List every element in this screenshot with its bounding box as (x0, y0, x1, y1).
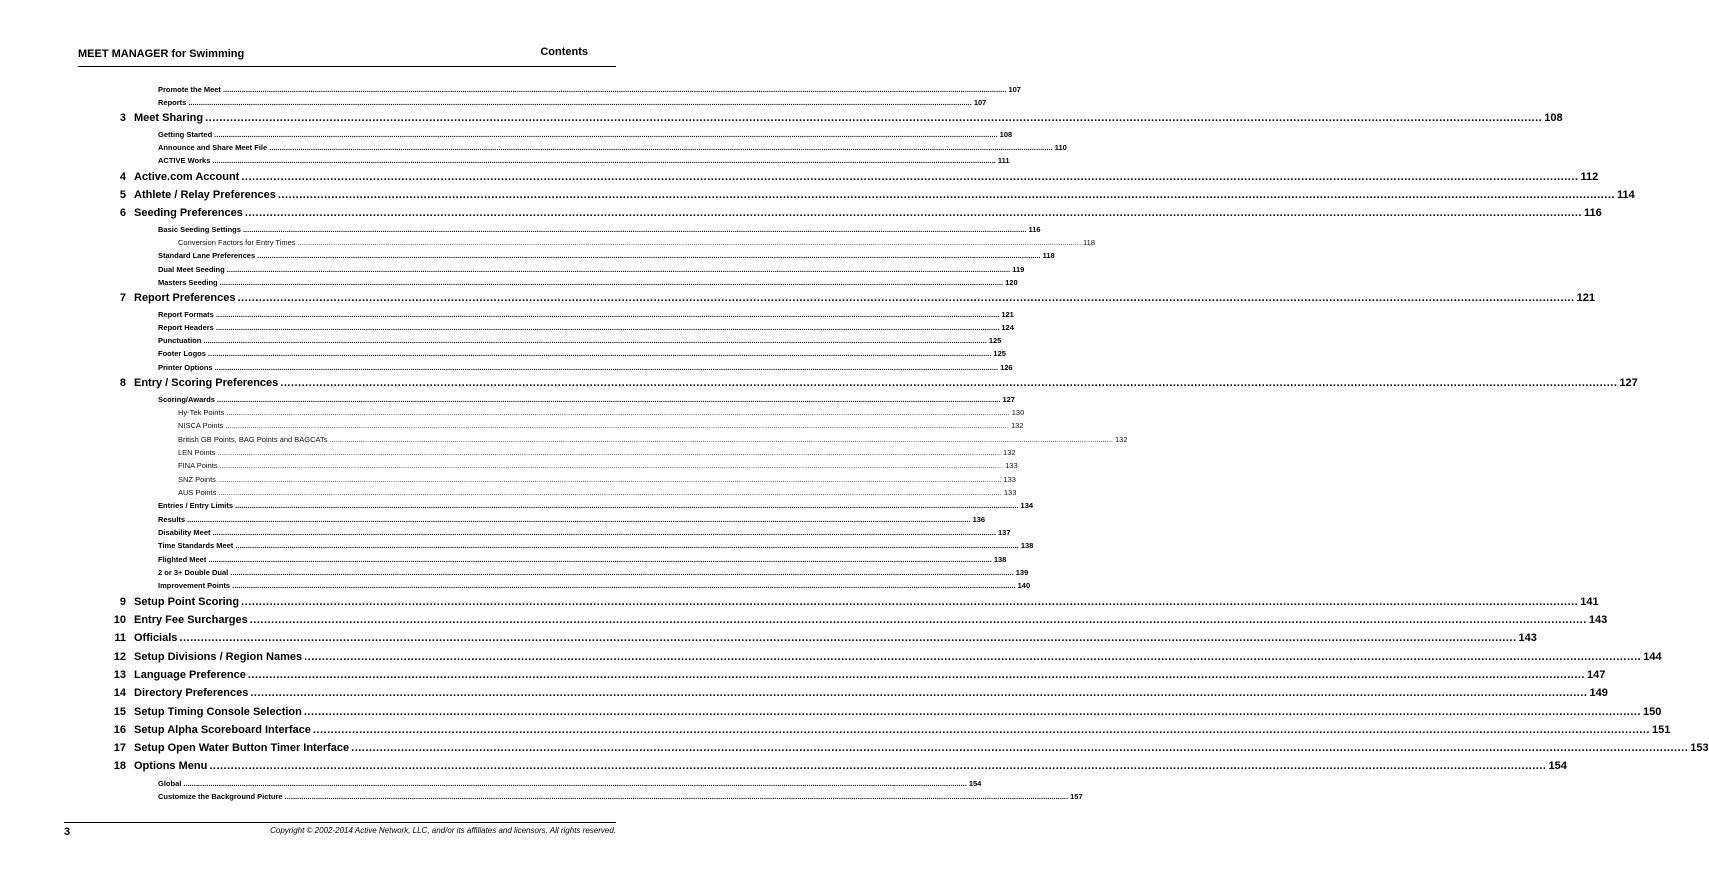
toc-leader-dots (217, 395, 1001, 404)
toc-page-number: 127 (1619, 377, 1638, 389)
toc-page-number: 138 (993, 555, 1007, 564)
toc-leader-dots (232, 581, 1016, 590)
toc-leader-dots (230, 568, 1014, 577)
toc-page-number: 151 (1651, 724, 1671, 736)
toc-page-number: 150 (1643, 706, 1662, 718)
toc-leader-dots (235, 541, 1019, 550)
toc-leader-dots (248, 669, 1585, 681)
toc-leader-dots (225, 421, 1009, 430)
toc-entry-label: Seeding Preferences (134, 207, 243, 219)
toc-leader-dots (285, 792, 1069, 801)
toc-entry-label: Standard Lane Preferences (158, 251, 256, 260)
toc-leader-dots (245, 207, 1582, 219)
toc-leader-dots (205, 112, 1542, 124)
toc-leader-dots (187, 515, 971, 524)
toc-section[interactable] (158, 156, 1010, 167)
toc-section[interactable] (158, 349, 1006, 360)
toc-leader-dots (218, 488, 1002, 497)
toc-page-number: 147 (1587, 669, 1606, 681)
toc-leader-dots (241, 171, 1578, 183)
toc-chapter-number: 4 (119, 171, 126, 183)
toc-page-number: 143 (1588, 614, 1608, 626)
toc-section[interactable] (158, 555, 1007, 566)
toc-chapter-number: 5 (119, 189, 126, 201)
toc-entry-label: Global (158, 779, 182, 788)
toc-chapter[interactable] (119, 112, 1563, 128)
toc-entry-label: Printer Options (158, 363, 213, 372)
toc-page-number: 134 (1020, 501, 1034, 510)
toc-entry-label: Getting Started (158, 130, 213, 139)
toc-page-number: 132 (1003, 448, 1016, 457)
toc-section[interactable] (158, 501, 1034, 512)
toc-page-number: 154 (968, 779, 982, 788)
toc-page-number: 108 (999, 130, 1013, 139)
toc-entry-label: Promote the Meet (158, 85, 221, 94)
toc-section[interactable] (158, 251, 1055, 262)
document-title: MEET MANAGER for Swimming (78, 48, 245, 60)
toc-page-number: 130 (1011, 408, 1025, 417)
toc-leader-dots (313, 724, 1650, 736)
toc-leader-dots (330, 435, 1114, 444)
toc-leader-dots (179, 632, 1516, 644)
toc-page-number: 110 (1054, 143, 1067, 152)
toc-entry-label: Reports (158, 98, 187, 107)
toc-section[interactable] (158, 85, 1021, 96)
toc-chapter-number: 14 (113, 687, 126, 699)
toc-entry-label: 2 or 3+ Double Dual (158, 568, 229, 577)
toc-entry-label: Results (158, 515, 186, 524)
toc-leader-dots (220, 278, 1004, 287)
toc-page-number: 140 (1017, 581, 1031, 590)
toc-entry-label: Setup Point Scoring (134, 596, 240, 608)
toc-page-number: 133 (1005, 461, 1018, 470)
toc-entry-label: British GB Points, BAG Points and BAGCATs (178, 435, 328, 444)
toc-leader-dots (216, 310, 1000, 319)
toc-page-number: 149 (1589, 687, 1608, 699)
toc-chapter[interactable] (119, 207, 1602, 223)
toc-entry-label: Report Preferences (134, 292, 236, 304)
toc-page-number: 120 (1005, 278, 1018, 287)
toc-leader-dots (298, 238, 1082, 247)
toc-page-number: 143 (1518, 632, 1537, 644)
toc-leader-dots (278, 189, 1615, 201)
toc-subsection[interactable] (178, 448, 1016, 459)
toc-section[interactable] (158, 323, 1014, 334)
toc-leader-dots (280, 377, 1617, 389)
toc-section[interactable] (158, 130, 1013, 141)
toc-leader-dots (226, 408, 1010, 417)
toc-section[interactable] (158, 581, 1031, 592)
toc-page-number: 125 (988, 336, 1002, 345)
toc-entry-label: Announce and Share Meet File (158, 143, 268, 152)
toc-leader-dots (238, 292, 1575, 304)
toc-page-number: 138 (1020, 541, 1034, 550)
toc-subsection[interactable] (178, 238, 1096, 249)
toc-leader-dots (243, 225, 1027, 234)
toc-leader-dots (212, 156, 996, 165)
page-header (78, 48, 616, 67)
toc-entry-label: Entry Fee Surcharges (134, 614, 248, 626)
toc-chapter-number: 11 (114, 632, 126, 644)
toc-chapter-number: 18 (113, 760, 126, 772)
toc-entry-label: Entries / Entry Limits (158, 501, 234, 510)
toc-entry-label: Time Standards Meet (158, 541, 234, 550)
toc-entry-label: Language Preference (134, 669, 246, 681)
toc-page-number: 127 (1002, 395, 1015, 404)
toc-section[interactable] (158, 792, 1083, 803)
toc-page-number: 153 (1690, 742, 1709, 754)
toc-section[interactable] (158, 265, 1025, 276)
toc-chapter-number: 17 (113, 742, 126, 754)
toc-section[interactable] (158, 363, 1013, 374)
toc-chapter-number: 8 (119, 377, 126, 389)
toc-page-number: 125 (993, 349, 1006, 358)
toc-leader-dots (215, 363, 999, 372)
toc-entry-label: SNZ Points (178, 475, 216, 484)
toc-leader-dots (218, 475, 1002, 484)
toc-entry-label: Setup Alpha Scoreboard Interface (134, 724, 311, 736)
toc-leader-dots (208, 349, 992, 358)
toc-section[interactable] (158, 336, 1002, 347)
toc-leader-dots (188, 98, 972, 107)
toc-section[interactable] (158, 395, 1015, 406)
toc-section[interactable] (158, 528, 1011, 539)
toc-leader-dots (304, 706, 1641, 718)
toc-entry-label: Meet Sharing (134, 112, 204, 124)
toc-entry-label: Improvement Points (158, 581, 231, 590)
toc-page-number: 124 (1001, 323, 1014, 332)
toc-section[interactable] (158, 278, 1018, 289)
toc-page-number: 107 (973, 98, 987, 107)
toc-leader-dots (257, 251, 1041, 260)
toc-page-number: 141 (1580, 596, 1599, 608)
toc-page-number: 108 (1544, 112, 1563, 124)
toc-leader-dots (183, 779, 967, 788)
toc-chapter[interactable] (113, 669, 1606, 685)
toc-entry-label: Masters Seeding (158, 278, 218, 287)
toc-subsection[interactable] (178, 461, 1018, 472)
toc-entry-label: Conversion Factors for Entry Times (178, 238, 296, 247)
toc-chapter[interactable] (113, 687, 1608, 703)
toc-page-number: 118 (1083, 238, 1096, 247)
toc-entry-label: Directory Preferences (134, 687, 249, 699)
toc-leader-dots (216, 323, 1000, 332)
toc-chapter-number: 15 (113, 706, 126, 718)
toc-leader-dots (304, 651, 1641, 663)
toc-entry-label: Hy-Tek Points (178, 408, 225, 417)
toc-entry-label: Basic Seeding Settings (158, 225, 241, 234)
copyright-notice: Copyright © 2002-2014 Active Network, LLC, and/or its affiliates and licensors. All rights reserved. (270, 826, 616, 835)
toc-chapter[interactable] (113, 760, 1567, 776)
toc-chapter[interactable] (119, 171, 1599, 187)
toc-entry-label: Officials (134, 632, 178, 644)
toc-leader-dots (223, 85, 1007, 94)
toc-entry-label: Customize the Background Picture (158, 792, 283, 801)
toc-chapter-number: 10 (113, 614, 126, 626)
toc-section[interactable] (158, 225, 1041, 236)
toc-leader-dots (351, 742, 1688, 754)
toc-entry-label: LEN Points (178, 448, 216, 457)
toc-page-number: 133 (1003, 488, 1017, 497)
toc-chapter[interactable] (119, 292, 1595, 308)
toc-subsection[interactable] (178, 475, 1016, 486)
toc-entry-label: Report Formats (158, 310, 214, 319)
toc-chapter[interactable] (114, 632, 1537, 648)
toc-chapter[interactable] (119, 377, 1638, 393)
toc-chapter[interactable] (113, 651, 1662, 667)
page-footer (64, 822, 616, 837)
toc-entry-label: Setup Divisions / Region Names (134, 651, 303, 663)
toc-entry-label: Athlete / Relay Preferences (134, 189, 276, 201)
toc-section[interactable] (158, 515, 986, 526)
toc-leader-dots (214, 130, 998, 139)
toc-entry-label: Scoring/Awards (158, 395, 215, 404)
toc-subsection[interactable] (178, 488, 1017, 499)
toc-subsection[interactable] (178, 408, 1025, 419)
toc-page-number: 112 (1580, 171, 1599, 183)
toc-entry-label: Setup Timing Console Selection (134, 706, 302, 718)
page-number: 3 (64, 826, 71, 838)
toc-entry-label: Dual Meet Seeding (158, 265, 225, 274)
toc-section[interactable] (158, 541, 1034, 552)
toc-entry-label: Active.com Account (134, 171, 240, 183)
toc-entry-label: Options Menu (134, 760, 208, 772)
toc-entry-label: Footer Logos (158, 349, 206, 358)
toc-chapter[interactable] (113, 614, 1608, 630)
toc-chapter-number: 13 (113, 669, 126, 681)
toc-page-number: 154 (1548, 760, 1567, 772)
toc-page-number: 132 (1010, 421, 1024, 430)
toc-chapter[interactable] (113, 742, 1709, 758)
toc-leader-dots (203, 336, 987, 345)
toc-leader-dots (227, 265, 1011, 274)
toc-page-number: 136 (972, 515, 986, 524)
toc-subsection[interactable] (178, 435, 1128, 446)
toc-chapter-number: 3 (119, 112, 126, 124)
toc-chapter[interactable] (119, 189, 1635, 205)
toc-chapter-number: 6 (119, 207, 126, 219)
toc-page-number: 121 (1001, 310, 1014, 319)
toc-leader-dots (218, 448, 1002, 457)
toc-leader-dots (250, 614, 1587, 626)
toc-chapter[interactable] (113, 724, 1671, 740)
toc-entry-label: Flighted Meet (158, 555, 207, 564)
toc-page-number: 126 (1000, 363, 1013, 372)
toc-chapter[interactable] (119, 596, 1599, 612)
toc-page-number: 137 (998, 528, 1011, 537)
toc-entry-label: Punctuation (158, 336, 202, 345)
toc-chapter-number: 9 (119, 596, 126, 608)
toc-page-number: 132 (1115, 435, 1128, 444)
toc-page-number: 121 (1576, 292, 1595, 304)
toc-page-number: 111 (997, 156, 1010, 165)
toc-leader-dots (213, 528, 997, 537)
toc-chapter-number: 7 (119, 292, 126, 304)
toc-leader-dots (235, 501, 1019, 510)
toc-section[interactable] (158, 98, 987, 109)
toc-leader-dots (208, 555, 992, 564)
toc-page-number: 116 (1028, 225, 1041, 234)
toc-entry-label: ACTIVE Works (158, 156, 211, 165)
toc-chapter-number: 16 (113, 724, 126, 736)
toc-entry-label: Report Headers (158, 323, 214, 332)
toc-section[interactable] (158, 779, 982, 790)
toc-subsection[interactable] (178, 421, 1024, 432)
toc-entry-label: FINA Points (178, 461, 218, 470)
toc-page-number: 157 (1070, 792, 1083, 801)
toc-page-number: 133 (1003, 475, 1016, 484)
toc-entry-label: Disability Meet (158, 528, 211, 537)
toc-entry-label: Setup Open Water Button Timer Interface (134, 742, 350, 754)
toc-chapter-number: 12 (113, 651, 126, 663)
toc-page-number: 144 (1643, 651, 1662, 663)
toc-entry-label: AUS Points (178, 488, 217, 497)
toc-section[interactable] (158, 143, 1067, 154)
toc-entry-label: NISCA Points (178, 421, 224, 430)
toc-leader-dots (209, 760, 1546, 772)
toc-leader-dots (220, 461, 1004, 470)
toc-page-number: 119 (1012, 265, 1025, 274)
toc-page-number: 114 (1616, 189, 1635, 201)
toc-chapter[interactable] (113, 706, 1662, 722)
toc-leader-dots (250, 687, 1587, 699)
toc-section[interactable] (158, 310, 1014, 321)
toc-entry-label: Entry / Scoring Preferences (134, 377, 279, 389)
toc-page-number: 107 (1008, 85, 1021, 94)
toc-leader-dots (241, 596, 1578, 608)
toc-page-number: 116 (1583, 207, 1602, 219)
toc-page-number: 118 (1042, 251, 1055, 260)
toc-leader-dots (269, 143, 1053, 152)
section-title: Contents (540, 46, 588, 58)
toc-page-number: 139 (1015, 568, 1029, 577)
toc-section[interactable] (158, 568, 1029, 579)
